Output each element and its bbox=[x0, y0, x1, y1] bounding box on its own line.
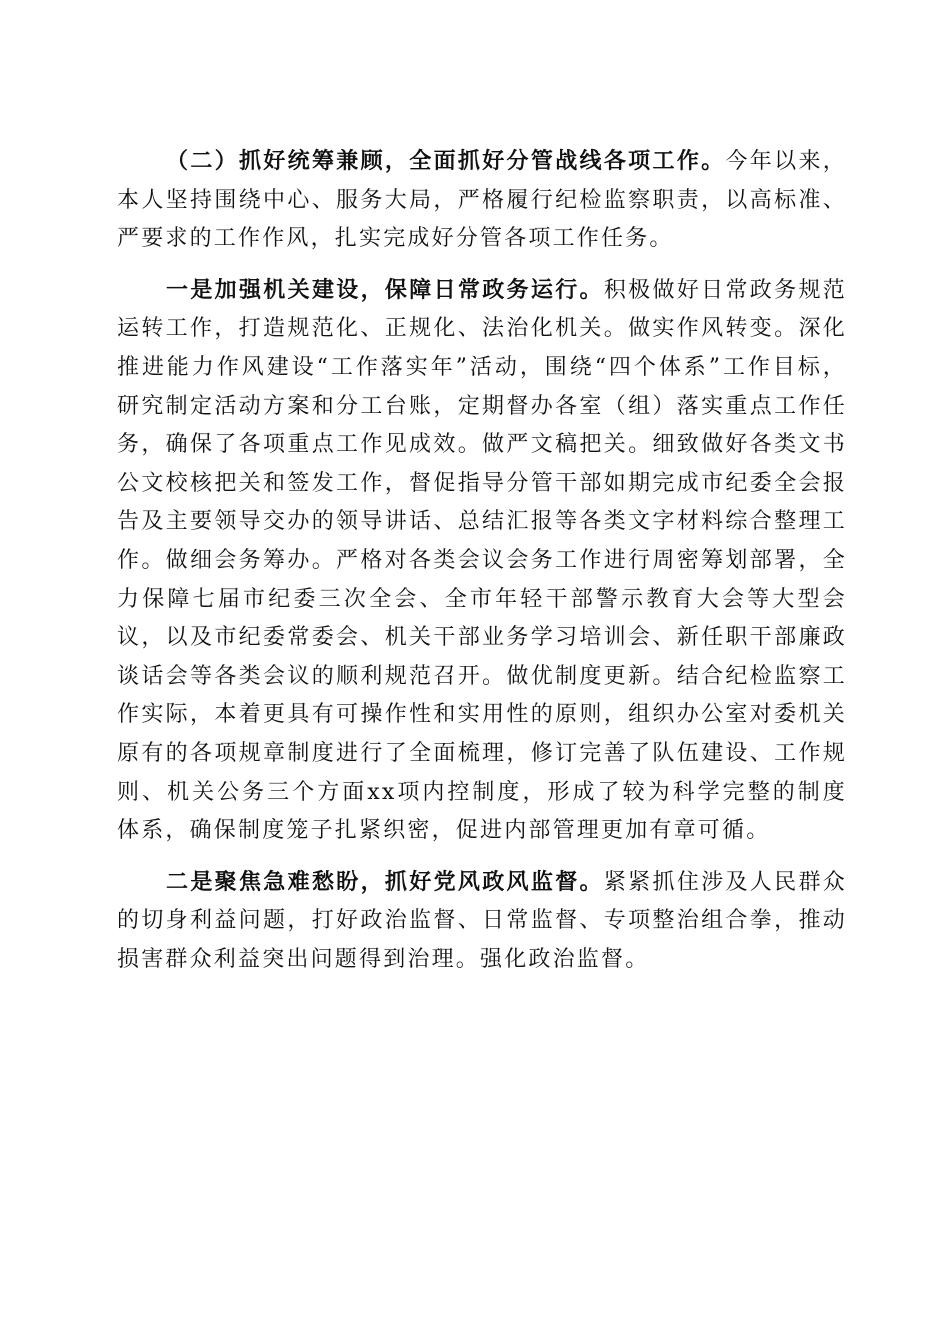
item-one-lead: 一是加强机关建设，保障日常政务运行。 bbox=[166, 276, 604, 303]
item-one-body: 积极做好日常政务规范运转工作，打造规范化、正规化、法治化机关。做实作风转变。深化推进能力作风建设“工作落实年”活动，围绕“四个体系”工作目标，研究制定活动方案和分工台账，定期督办各室（组）落实重点工作任务，确保了各项重点工作见成效。做严文稿把关。细致做好各类文书公文校核把关和签发工作，督促指导分管干部如期完成市纪委全会报告及主要领导交办的领导讲话、总结汇报等各类文字材料综合整理工作。做细会务筹办。严格对各类会议会务工作进行周密筹划部署，全力保障七届市纪委三次全会、全市年轻干部警示教育大会等大型会议，以及市纪委常委会、机关干部业务学习培训会、新任职干部廉政谈话会等各类会议的顺利规范召开。做优制度更新。结合纪检监察工作实际，本着更具有可操作性和实用性的原则，组织办公室对委机关原有的各项规章制度进行了全面梳理，修订完善了队伍建设、工作规则、机关公务三个方面xx项内控制度，形成了较为科学完整的制度体系，确保制度笼子扎紧织密，促进内部管理更加有章可循。 bbox=[117, 277, 847, 844]
section-heading-body: 今年以来，本人坚持围绕中心、服务大局，严格履行纪检监察职责，以高标准、严要求的工作作风，扎实完成好分管各项工作任务。 bbox=[117, 149, 847, 252]
section-heading-lead: （二）抓好统筹兼顾，全面抓好分管战线各项工作。 bbox=[166, 148, 726, 174]
item-two-paragraph bbox=[117, 863, 847, 980]
item-two-body: 紧紧抓住涉及人民群众的切身利益问题，打好政治监督、日常监督、专项整治组合拳，推动损害群众利益突出问题得到治理。强化政治监督。 bbox=[117, 869, 847, 972]
item-one-paragraph bbox=[117, 271, 847, 851]
item-two-lead: 二是聚焦急难愁盼，抓好党风政风监督。 bbox=[166, 868, 604, 895]
section-heading-paragraph bbox=[117, 142, 847, 259]
document-page bbox=[117, 142, 847, 979]
